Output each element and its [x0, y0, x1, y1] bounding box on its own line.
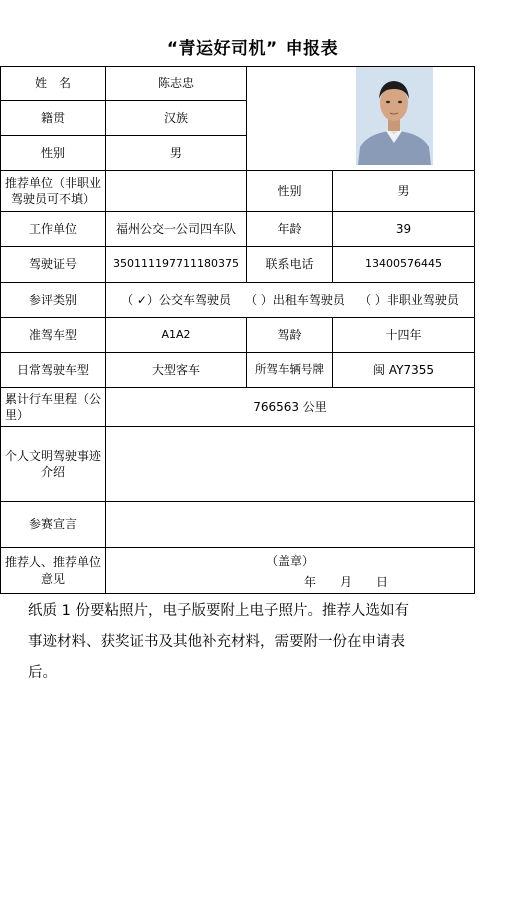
note-line-2: 事迹材料、获奖证书及其他补充材料，需要附一份在申请表 — [28, 634, 405, 650]
driver-portrait-icon — [356, 67, 433, 165]
work-unit-label: 工作单位 — [28, 221, 77, 236]
driving-years-value: 十四年 — [385, 327, 422, 342]
table-border-right — [474, 66, 475, 594]
license-value: 350111197711180375 — [113, 257, 239, 271]
opinion-seal: （盖章） — [265, 553, 314, 568]
name-value: 陈志忠 — [157, 76, 194, 91]
deeds-value[interactable] — [106, 427, 474, 501]
note-line-1: 纸质 1 份要粘照片，电子版要附上电子照片。推荐人选如有 — [28, 603, 409, 619]
permit-value: A1A2 — [161, 327, 191, 341]
table-col-rule — [246, 66, 247, 170]
recommender-value[interactable] — [106, 171, 246, 211]
driver-photo — [356, 67, 433, 165]
submission-note — [28, 596, 468, 689]
mileage-value: 766563 公里 — [253, 399, 327, 414]
gender2-value: 男 — [397, 183, 410, 198]
driving-years-label: 驾龄 — [277, 327, 302, 342]
category-option-taxi[interactable]: （ ）出租车驾驶员 — [245, 292, 345, 307]
form-title-suffix: 申报表 — [285, 39, 339, 59]
hometown-value: 汉族 — [163, 110, 188, 125]
daily-vehicle-label: 日常驾驶车型 — [16, 362, 89, 377]
opinion-date: 年 月 日 — [304, 574, 389, 589]
category-options — [106, 283, 474, 317]
phone-value: 13400576445 — [365, 257, 442, 271]
form-title — [0, 34, 505, 59]
hometown-label: 籍贯 — [40, 110, 65, 125]
age-value: 39 — [395, 221, 412, 236]
gender-label: 性别 — [40, 145, 65, 160]
license-label: 驾驶证号 — [28, 257, 77, 272]
deeds-label: 个人文明驾驶事迹介绍 — [5, 448, 102, 479]
daily-vehicle-value: 大型客车 — [151, 362, 200, 377]
work-unit-value: 福州公交一公司四车队 — [115, 221, 236, 236]
plate-value: 闽 AY7355 — [373, 362, 434, 377]
table-border-bottom — [0, 593, 475, 594]
declaration-label: 参赛宣言 — [28, 517, 77, 532]
category-label: 参评类别 — [28, 292, 77, 307]
category-option-bus[interactable]: （ ✓）公交车驾驶员 — [121, 292, 231, 307]
plate-label: 所驾车辆号牌 — [255, 362, 324, 377]
category-option-nonpro[interactable]: （ ）非职业驾驶员 — [359, 292, 459, 307]
opinion-label: 推荐人、推荐单位意见 — [5, 555, 102, 586]
phone-label: 联系电话 — [265, 257, 314, 272]
permit-label: 准驾车型 — [28, 327, 77, 342]
name-label: 姓 名 — [34, 76, 71, 91]
declaration-value[interactable] — [106, 502, 474, 547]
recommender-label: 推荐单位（非职业驾驶员可不填） — [5, 175, 102, 206]
gender-value: 男 — [169, 145, 182, 160]
note-line-3: 后。 — [28, 665, 57, 681]
gender2-label: 性别 — [277, 183, 302, 198]
mileage-label: 累计行车里程（公里） — [5, 391, 102, 422]
age-label: 年龄 — [277, 221, 302, 236]
form-title-name: “青运好司机” — [166, 39, 278, 59]
